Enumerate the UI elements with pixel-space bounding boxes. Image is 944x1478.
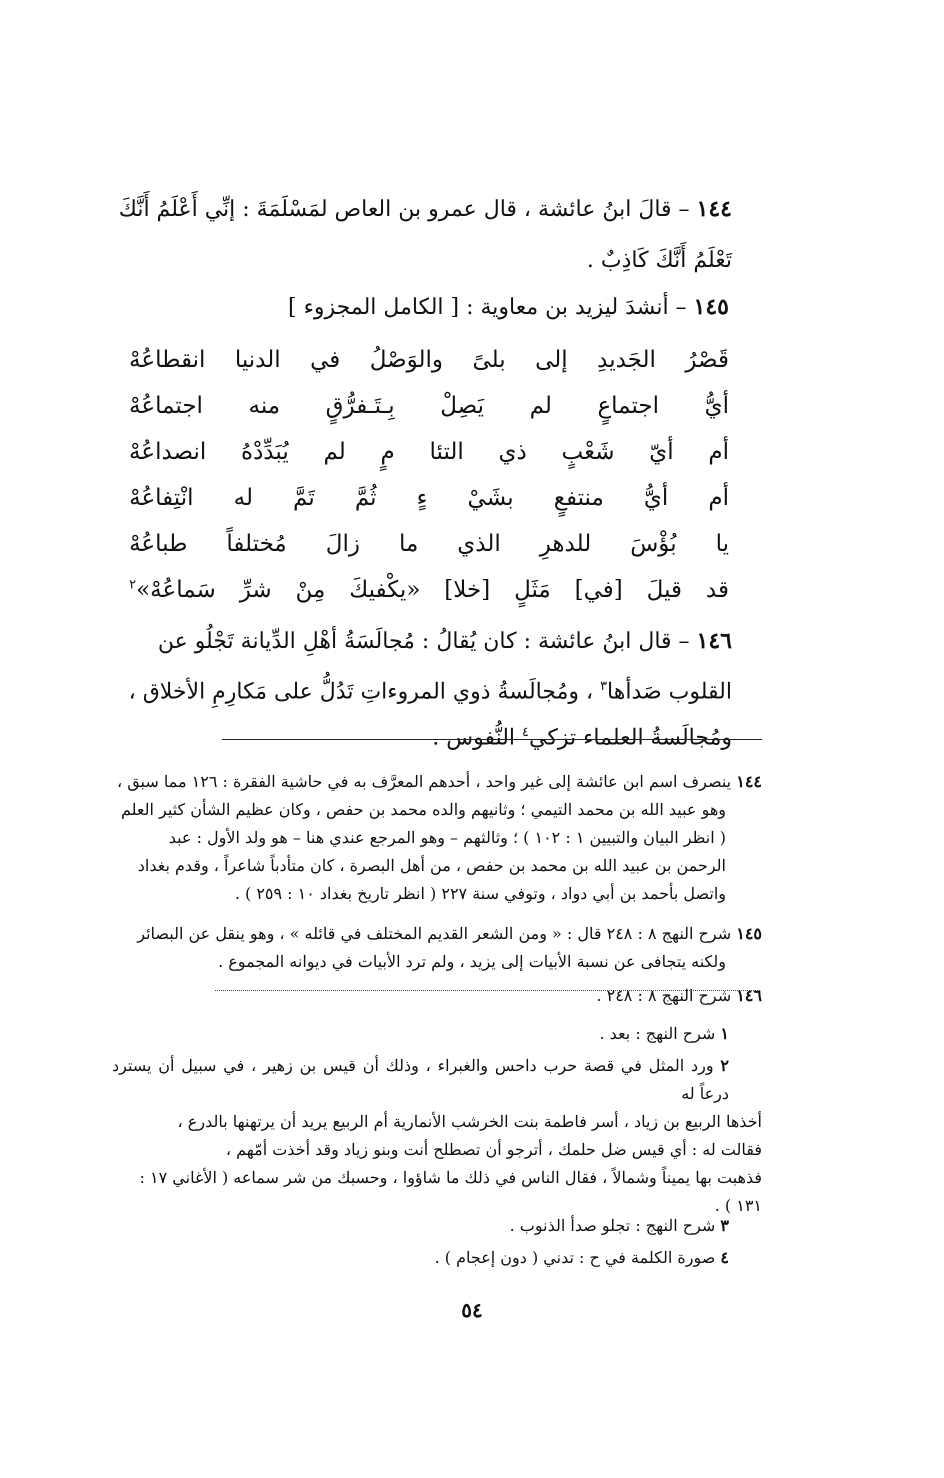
verse-word: لم [529, 393, 552, 419]
entry-146-line-1 [102, 620, 732, 663]
note-line [112, 1164, 762, 1192]
verse-word: بُؤْسَ [630, 531, 677, 557]
verse-word: إلى [535, 347, 568, 373]
verse-word: [خلا] [444, 577, 491, 603]
verse-word: قد [705, 577, 729, 603]
verse-word: أيّ [649, 439, 674, 465]
note-text: ١٣١ ) . [714, 1196, 762, 1215]
note-number: ١٤٦ [736, 986, 762, 1005]
verse-word: منه [248, 393, 281, 419]
verse-word: والوَصْلُ [369, 347, 444, 373]
note-line [111, 1020, 729, 1048]
note-text: شرح النهج : بعد . [599, 1024, 716, 1043]
footnote-number: ٣ [720, 1216, 729, 1235]
footnote-1 [111, 1020, 729, 1048]
note-line [111, 1244, 729, 1272]
footnote-mark: ٤ [522, 725, 530, 740]
footnote-4 [111, 1244, 729, 1272]
note-text: شرح النهج ٨ : ٢٤٨ قال : « ومن الشعر القديم المختلف في قائله » ، وهو ينقل عن البصائر [137, 924, 732, 943]
verse-word: بشَيْ [467, 485, 514, 511]
footnote-number: ١ [720, 1024, 729, 1043]
note-text: ولكنه يتجافى عن نسبة الأبيات إلى يزيد ، ولم ترد الأبيات في ديوانه المجموع . [218, 952, 726, 971]
verse-word: للدهرِ [539, 531, 592, 557]
entry-text: القلوب صَدأها [607, 679, 732, 705]
note-line [112, 982, 762, 1010]
note-text: واتصل بأحمد بن أبي دواد ، وتوفي سنة ٢٢٧ ( انظر تاريخ بغداد ١٠ : ٢٥٩ ) . [234, 884, 726, 903]
verse-word: انْتِفاعُهْ [129, 485, 194, 511]
verse-word: ما [398, 531, 419, 557]
note-line [112, 920, 762, 948]
note-line [112, 1108, 762, 1136]
note-line [112, 1136, 762, 1164]
verse-word: قيلَ [646, 577, 683, 603]
verse-word: [في] [574, 577, 623, 603]
verse-word: مُختلفاً [226, 531, 287, 557]
entry-146-line-3 [102, 712, 732, 759]
note-line [112, 948, 726, 976]
verse-word: ءٍ [416, 485, 428, 511]
note-145 [112, 920, 762, 976]
note-text: فذهبت بها يميناً وشمالاً ، فقال الناس في ذلك ما شاؤوا ، وحسبك من شر سماعه ( الأغاني ١٧ : [139, 1168, 762, 1187]
verse-row-2 [129, 384, 729, 428]
verse-word: أيُّ [643, 485, 669, 511]
note-number: ١٤٤ [736, 772, 762, 791]
verse-word: يَصِلْ [440, 393, 484, 419]
verse-row-3 [129, 430, 729, 474]
verse-word: بِـتَـفرُّقٍ [325, 393, 395, 419]
note-text: ينصرف اسم ابن عائشة إلى غير واحد ، أحدهم المعرَّف به في حاشية الفقرة : ١٢٦ مما سبق ، [116, 772, 732, 791]
entry-text: – قال ابنُ عائشة : كان يُقالُ : مُجالَسَةُ أهْلِ الدِّيانة تَجْلُو عن [157, 629, 690, 654]
note-146 [112, 982, 762, 1010]
verse-word: الدنيا [234, 347, 281, 373]
footnote-mark: ٢ [129, 577, 137, 593]
note-line [112, 880, 726, 908]
note-text: فقالت له : أي قيس ضل حلمك ، أترجو أن تصطلح أنت وبنو زياد وقد أخذت أمّهم ، [225, 1140, 762, 1159]
verse-word: سَماعُهْ» [136, 577, 216, 603]
note-line [112, 796, 726, 824]
entry-text: تَعْلَمُ أَنَّكَ كَاذِبٌ . [586, 248, 732, 273]
verse-word: منتفعٍ [553, 485, 604, 511]
note-text: شرح النهج : تجلو صدأ الذنوب . [509, 1216, 716, 1235]
footnote-mark: ٣ [600, 679, 608, 694]
verse-word-with-mark [129, 577, 216, 603]
verse-word: أم [708, 485, 729, 511]
note-line [111, 1212, 729, 1240]
note-line [112, 1052, 729, 1108]
verse-word: تَمَّ [293, 485, 315, 511]
footnote-3 [111, 1212, 729, 1240]
verse-row-6 [129, 568, 729, 612]
verse-word: مَثَلٍ [514, 577, 551, 603]
entry-text: ومُجالَسةُ العلماء تزكي [529, 725, 732, 751]
note-text: صورة الكلمة في ح : تدني ( دون إعجام ) . [434, 1248, 716, 1267]
verse-word: زالَ [325, 531, 360, 557]
verse-word: مِنْ [295, 577, 326, 603]
verse-row-5 [129, 522, 729, 566]
note-line [112, 768, 762, 796]
verse-word: يا [715, 531, 729, 557]
verse-word: انقطاعُهْ [129, 347, 206, 373]
entry-number: ١٤٥ [693, 294, 729, 320]
verse-word: أيُّ [704, 393, 729, 419]
note-144 [112, 768, 762, 908]
note-number: ١٤٥ [736, 924, 762, 943]
verse-word: التئا [429, 439, 464, 465]
verse-word: بلىً [472, 347, 506, 373]
entry-number: ١٤٤ [696, 196, 732, 222]
note-text: وهو عبيد الله بن محمد التيمي ؛ وثانيهم والده محمد بن حفص ، وكان عظيم الشأن كثير العلم [120, 800, 726, 819]
entry-144-line-2 [102, 240, 732, 282]
note-line [112, 824, 726, 852]
verse-word: قَصْرُ [685, 347, 729, 373]
verse-word: لم [323, 439, 346, 465]
verse-row-4 [129, 476, 729, 520]
verse-word: مٍ [380, 439, 395, 465]
verse-word: يُبَدِّدْهُ [241, 439, 289, 465]
entry-146-line-2 [102, 666, 732, 713]
note-text: أخذها الربيع بن زياد ، أسر فاطمة بنت الخرشب الأنمارية أم الربيع يريد أن يرتهنها بالدرع ، [177, 1112, 762, 1131]
verse-word: ثُمَّ [354, 485, 377, 511]
footnotes-divider [215, 990, 760, 991]
verse-word: اجتماعٍ [597, 393, 660, 419]
entry-text: النُّفوس . [432, 725, 523, 751]
verse-word: شرِّ [239, 577, 272, 603]
verse-word: الجَديدِ [597, 347, 656, 373]
verse-word: أم [708, 439, 729, 465]
note-text: ( انظر البيان والتبيين ١ : ١٠٢ ) ؛ وثالثهم – وهو المرجع عندي هنا – هو ولد الأول : عبد [168, 828, 726, 847]
footnote-number: ٢ [720, 1056, 729, 1075]
notes-divider [222, 739, 762, 740]
verse-word: له [233, 485, 253, 511]
verse-word: الذي [457, 531, 501, 557]
entry-text: ، ومُجالَسةُ ذوي المروءاتِ تَدُلُّ على مَكارِمِ الأخلاق ، [128, 679, 601, 705]
page-number: ٥٤ [461, 1298, 483, 1322]
note-text: شرح النهج ٨ : ٢٤٨ . [596, 986, 732, 1005]
entry-text: – أنشدَ ليزيد بن معاوية : [ الكامل المجزوء ] [288, 295, 687, 320]
verse-word: «يكْفيكَ [349, 577, 421, 603]
note-text: الرحمن بن عبيد الله بن محمد بن حفص ، من أهل البصرة ، كان متأدباً شاعراً ، وقدم بغداد [137, 856, 726, 875]
verse-word: طباعُهْ [129, 531, 188, 557]
entry-number: ١٤٦ [696, 628, 732, 654]
note-line [112, 852, 726, 880]
entry-text: – قالَ ابنُ عائشة ، قال عمرو بن العاص لمَسْلَمَةَ : إنِّي أَعْلَمُ أَنَّكَ [118, 197, 690, 222]
verse-word: ذي [498, 439, 527, 465]
entry-144-line-1 [102, 188, 732, 231]
entry-145-intro [109, 286, 729, 329]
verse-word: انصداعُهْ [129, 439, 207, 465]
verse-row-1 [129, 338, 729, 382]
footnote-2 [112, 1052, 762, 1220]
note-text: ورد المثل في قصة حرب داحس والغبراء ، وذلك أن قيس بن زهير ، في سبيل أن يسترد درعاً له [112, 1056, 729, 1103]
verse-word: شَعْبٍ [561, 439, 615, 465]
verse-word: اجتماعُهْ [129, 393, 203, 419]
footnote-number: ٤ [720, 1248, 729, 1267]
verse-word: في [310, 347, 341, 373]
